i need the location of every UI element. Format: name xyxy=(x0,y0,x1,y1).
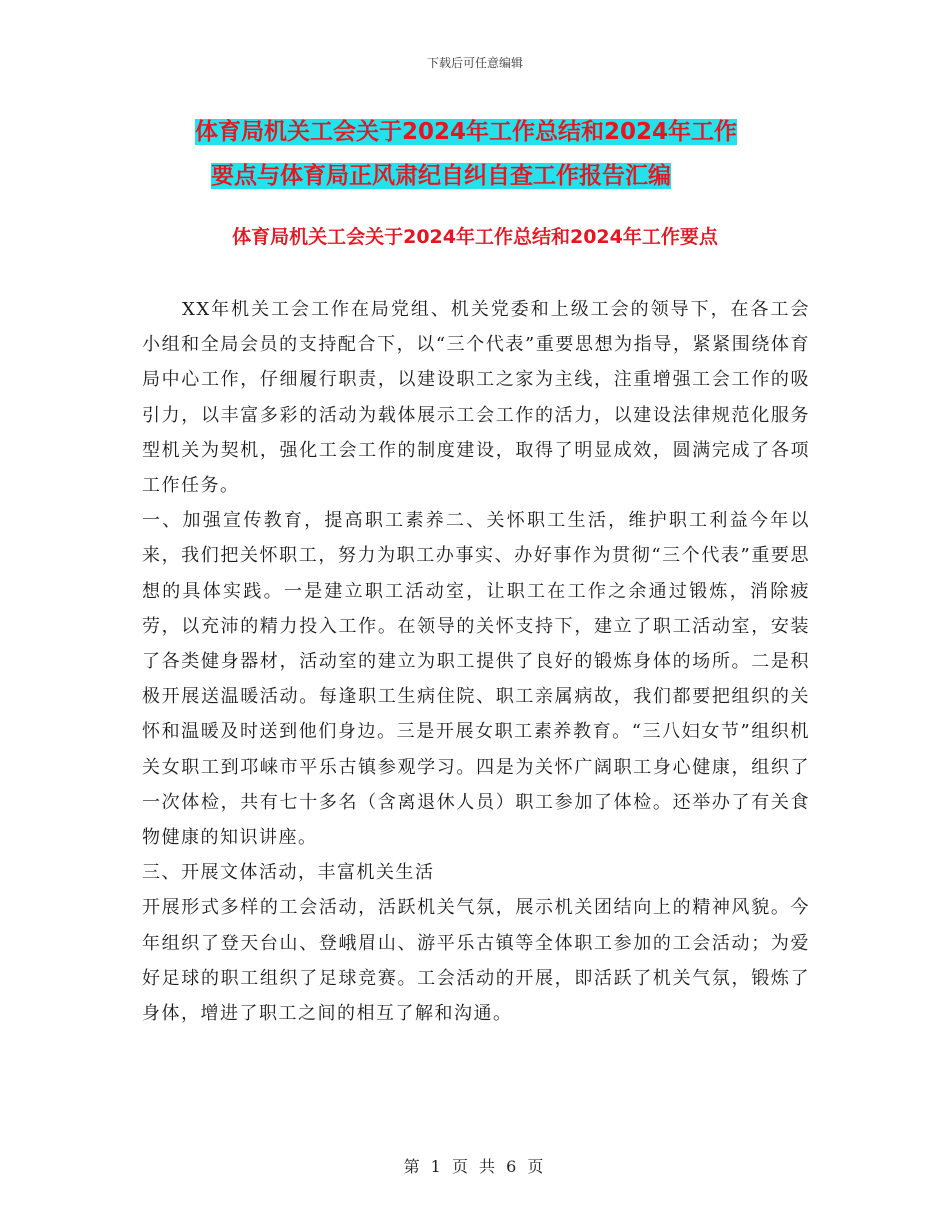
document-title-line-1 xyxy=(195,110,815,154)
paragraph-heading-activities: 三、开展文体活动，丰富机关生活 xyxy=(142,862,435,884)
section-title: 体育局机关工会关于2024年工作总结和2024年工作要点 xyxy=(232,226,718,248)
title-highlight-2: 要点与体育局正风肃纪自纠自查工作报告汇编 xyxy=(211,163,671,189)
title-highlight-1: 体育局机关工会关于2024年工作总结和2024年工作 xyxy=(195,119,738,145)
paragraph-intro: XX年机关工会工作在局党组、机关党委和上级工会的领导下，在各工会小组和全局会员的支持配合下，以“三个代表”重要思想为指导，紧紧围绕体育局中心工作，仔细履行职责，以建设职工之家为主线，注重增强工会工作的吸引力，以丰富多彩的活动为载体展示工会工作的活力，以建设法律规范化服务型机关为契机，强化工会工作的制度建设，取得了明显成效，圆满完成了各项工作任务。 xyxy=(142,299,810,497)
page-number: 第 1 页 共 6 页 xyxy=(403,1157,547,1176)
document-body xyxy=(142,292,810,1031)
paragraph-activities: 开展形式多样的工会活动，活跃机关气氛，展示机关团结向上的精神风貌。今年组织了登天台山、登峨眉山、游平乐古镇等全体职工参加的工会活动；为爱好足球的职工组织了足球竞赛。工会活动的开展，即活跃了机关气氛，锻炼了身体，增进了职工之间的相互了解和沟通。 xyxy=(142,897,810,1025)
document-title-line-2 xyxy=(195,154,815,198)
page-header-note: 下载后可任意编辑 xyxy=(426,56,523,70)
document-title xyxy=(195,110,815,198)
paragraph-care: 一、加强宣传教育，提高职工素养二、关怀职工生活，维护职工利益今年以来，我们把关怀职工，努力为职工办事实、办好事作为贯彻“三个代表”重要思想的具体实践。一是建立职工活动室，让职工在工作之余通过锻炼，消除疲劳，以充沛的精力投入工作。在领导的关怀支持下，建立了职工活动室，安装了各类健身器材，活动室的建立为职工提供了良好的锻炼身体的场所。二是积极开展送温暖活动。每逢职工生病住院、职工亲属病故，我们都要把组织的关怀和温暖及时送到他们身边。三是开展女职工素养教育。“三八妇女节”组织机关女职工到邛崃市平乐古镇参观学习。四是为关怀广阔职工身心健康，组织了一次体检，共有七十多名（含离退休人员）职工参加了体检。还举办了有关食物健康的知识讲座。 xyxy=(142,510,810,849)
